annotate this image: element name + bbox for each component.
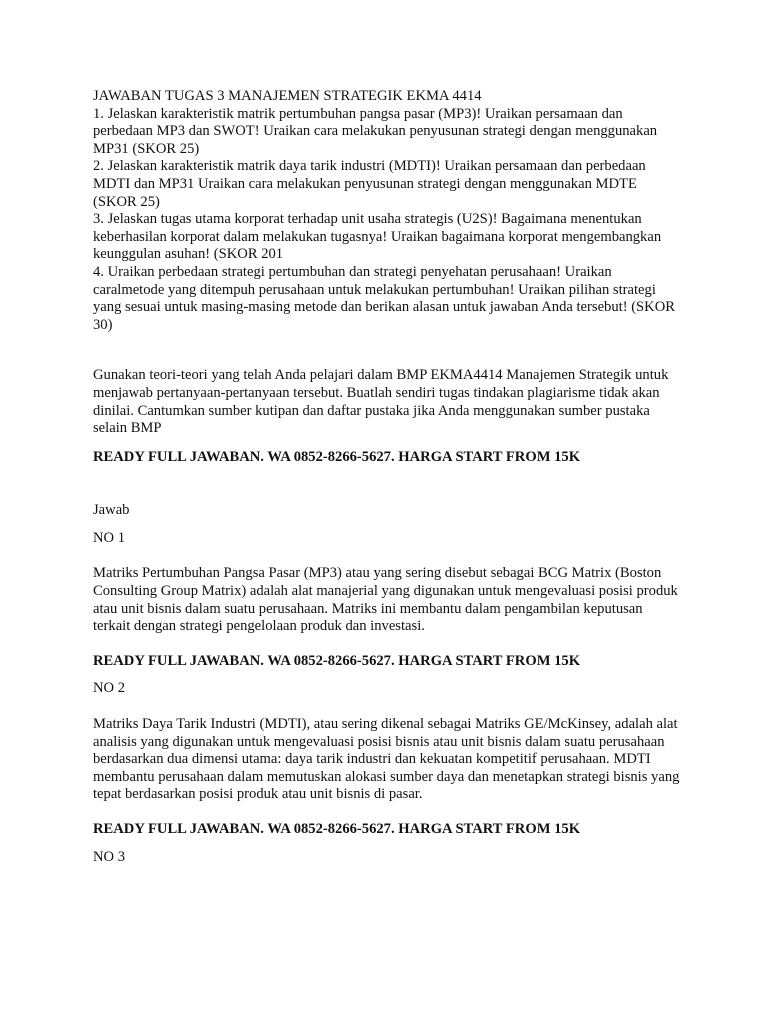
ready-notice: READY FULL JAWABAN. WA 0852-8266-5627. HARGA START FROM 15K bbox=[93, 448, 581, 465]
question-1: 1. Jelaskan karakteristik matrik pertumbuhan pangsa pasar (MP3)! Uraikan persamaan dan perbedaan MP3 dan SWOT! Uraikan cara melakukan penyusunan strategi dengan menggunakan MP31 (SKOR 25) bbox=[93, 105, 658, 157]
answer-text-1: Matriks Pertumbuhan Pangsa Pasar (MP3) atau yang sering disebut sebagai BCG Matrix (Boston Consulting Group Matrix) adalah alat manajerial yang digunakan untuk mengevaluasi posisi produk atau unit bisnis dalam suatu perusahaan. Matriks ini membantu dalam pengambilan keputusan terkait dengan strategi pengelolaan produk dan investasi. bbox=[93, 565, 678, 635]
ready-notice: READY FULL JAWABAN. WA 0852-8266-5627. HARGA START FROM 15K bbox=[93, 821, 581, 837]
document-page bbox=[93, 88, 683, 866]
answer-text-2: Matriks Daya Tarik Industri (MDTI), atau sering dikenal sebagai Matriks GE/McKinsey, adalah alat analisis yang digunakan untuk mengevaluasi posisi bisnis atau unit bisnis dalam suatu perusahaan berdasarkan dua dimensi utama: daya tarik industri dan kekuatan kompetitif perusahaan. MDTI membantu perusahaan dalam memutuskan alokasi sumber daya dan menetapkan strategi bisnis yang tepat berdasarkan posisi produk atau unit bisnis di pasar. bbox=[93, 716, 680, 803]
question-2: 2. Jelaskan karakteristik matrik daya tarik industri (MDTI)! Uraikan persamaan dan perbedaan MDTI dan MP31 Uraikan cara melakukan penyusunan strategi dengan menggunakan MDTE (SKOR 25) bbox=[93, 158, 646, 210]
answer-label-3: NO 3 bbox=[93, 848, 126, 865]
instructions-paragraph: Gunakan teori-teori yang telah Anda pelajari dalam BMP EKMA4414 Manajemen Strategik untuk menjawab pertanyaan-pertanyaan tersebut. Buatlah sendiri tugas tindakan plagiarisme tidak akan dinilai. Cantumkan sumber kutipan dan daftar pustaka jika Anda menggunakan sumber pustaka selain BMP bbox=[93, 367, 669, 437]
answer-heading: Jawab bbox=[93, 502, 130, 519]
answer-label-1: NO 1 bbox=[93, 529, 126, 546]
question-4: 4. Uraikan perbedaan strategi pertumbuhan dan strategi penyehatan perusahaan! Uraikan caralmetode yang ditempuh perusahaan untuk melakukan pertumbuhan! Uraikan pilihan strategi yang sesuai untuk masing-masing metode dan berikan alasan untuk jawaban Anda tersebut! (SKOR 30) bbox=[93, 263, 675, 333]
document-title: JAWABAN TUGAS 3 MANAJEMEN STRATEGIK EKMA 4414 bbox=[93, 88, 482, 104]
answer-label-2: NO 2 bbox=[93, 680, 126, 697]
ready-notice: READY FULL JAWABAN. WA 0852-8266-5627. HARGA START FROM 15K bbox=[93, 652, 581, 669]
question-3: 3. Jelaskan tugas utama korporat terhadap unit usaha strategis (U2S)! Bagaimana menentukan keberhasilan korporat dalam melakukan tugasnya! Uraikan bagaimana korporat mengembangkan keunggulan asuhan! (SKOR 201 bbox=[93, 211, 662, 263]
